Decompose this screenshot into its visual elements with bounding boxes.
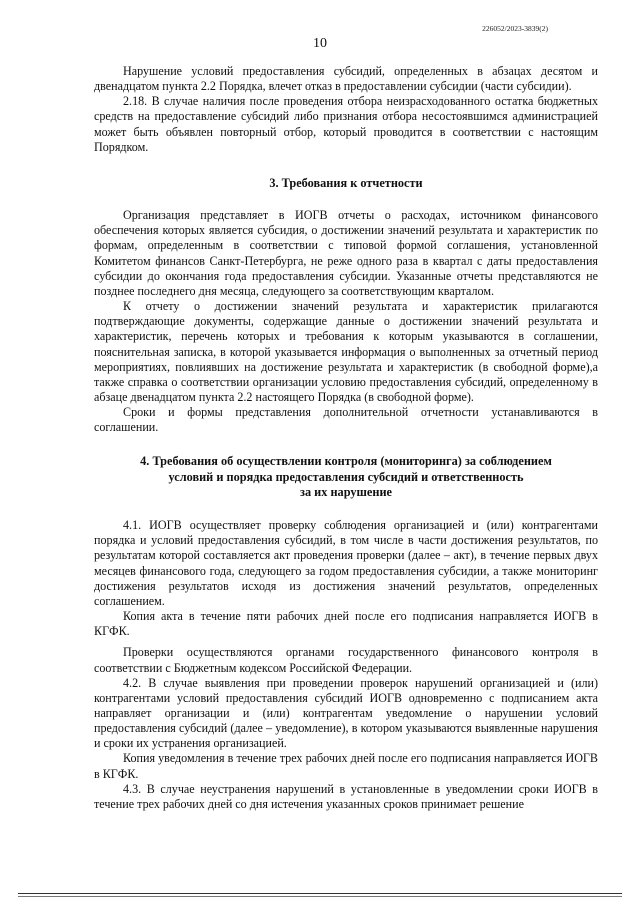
section-4-heading-line-3: за их нарушение	[300, 484, 392, 499]
paragraph-4-1: 4.1. ИОГВ осуществляет проверку соблюдения организацией и (или) контрагентами порядка и условий предоставления субсидий, в том числе в части достижения результатов, по результатам которой составляется акт проведения проверки (далее – акт), в течение первых двух месяцев финансового года, следующего за годом предоставления субсидии, а также мониторинг достижения результатов исходя из достижения значений результатов, определенных соглашением.	[94, 518, 598, 608]
bottom-divider	[18, 893, 622, 894]
paragraph-violation-refusal: Нарушение условий предоставления субсидий, определенных в абзацах десятом и двенадцатом пункта 2.2 Порядка, влечет отказ в предоставлении субсидии (части субсидии).	[94, 64, 598, 94]
section-4-heading-line-2: условий и порядка предоставления субсидий и ответственность	[168, 469, 524, 484]
section-4-heading	[94, 454, 598, 500]
paragraph-reports: Организация представляет в ИОГВ отчеты о расходах, источником финансового обеспечения которых является субсидия, о достижении значений результата и характеристик по формам, определенным в соответствии с типовой формой соглашения, установленной Комитетом финансов Санкт-Петербурга, не реже одного раза в квартал с даты предоставления субсидии до окончания года предоставления субсидии. Указанные отчеты представляются не позднее последнего дня месяца, следующего за соответствующим кварталом.	[94, 208, 598, 298]
page-number: 10	[313, 36, 327, 51]
paragraph-notice-copy: Копия уведомления в течение трех рабочих дней после его подписания направляется ИОГВ в КГФК.	[94, 751, 598, 781]
section-4-heading-line-1: 4. Требования об осуществлении контроля (мониторинга) за соблюдением	[140, 454, 552, 469]
section-3-heading: 3. Требования к отчетности	[269, 175, 423, 190]
paragraph-additional-reporting: Сроки и формы представления дополнительной отчетности устанавливаются в соглашении.	[94, 405, 598, 435]
paragraph-4-3: 4.3. В случае неустранения нарушений в установленные в уведомлении сроки ИОГВ в течение трех рабочих дней со дня истечения указанных сроков принимает решение	[94, 781, 598, 811]
document-id: 226052/2023-3839(2)	[482, 24, 548, 33]
paragraph-act-copy: Копия акта в течение пяти рабочих дней после его подписания направляется ИОГВ в КГФК.	[94, 609, 598, 639]
document-body	[94, 64, 598, 812]
paragraph-4-2: 4.2. В случае выявления при проведении проверок нарушений организацией и (или) контрагентами условий предоставления субсидий ИОГВ одновременно с подписанием акта направляет организации и (или) контрагентам уведомление о нарушении условий предоставления субсидий (далее – уведомление), в котором указываются выявленные нарушения и сроки их устранения организацией.	[94, 675, 598, 751]
bottom-divider-secondary	[18, 896, 622, 897]
paragraph-report-attachments: К отчету о достижении значений результата и характеристик прилагаются подтверждающие документы, содержащие данные о достижении значений результата и характеристик, перечень которых и требования к которым указываются в соглашении, пояснительная записка, в которой указывается информация о выполненных за отчетный период мероприятиях, повлиявших на достижение результата и характеристик (в свободной форме),а также справка о соответствии организации условию предоставления субсидий, определенному в абзаце двенадцатом пункта 2.2 настоящего Порядка (в свободной форме).	[94, 299, 598, 405]
paragraph-inspections: Проверки осуществляются органами государственного финансового контроля в соответствии с Бюджетным кодексом Российской Федерации.	[94, 645, 598, 675]
paragraph-2-18: 2.18. В случае наличия после проведения отбора неизрасходованного остатка бюджетных средств на предоставление субсидий либо признания отбора несостоявшимся администрацией может быть объявлен повторный отбор, который проводится в соответствии с настоящим Порядком.	[94, 94, 598, 154]
